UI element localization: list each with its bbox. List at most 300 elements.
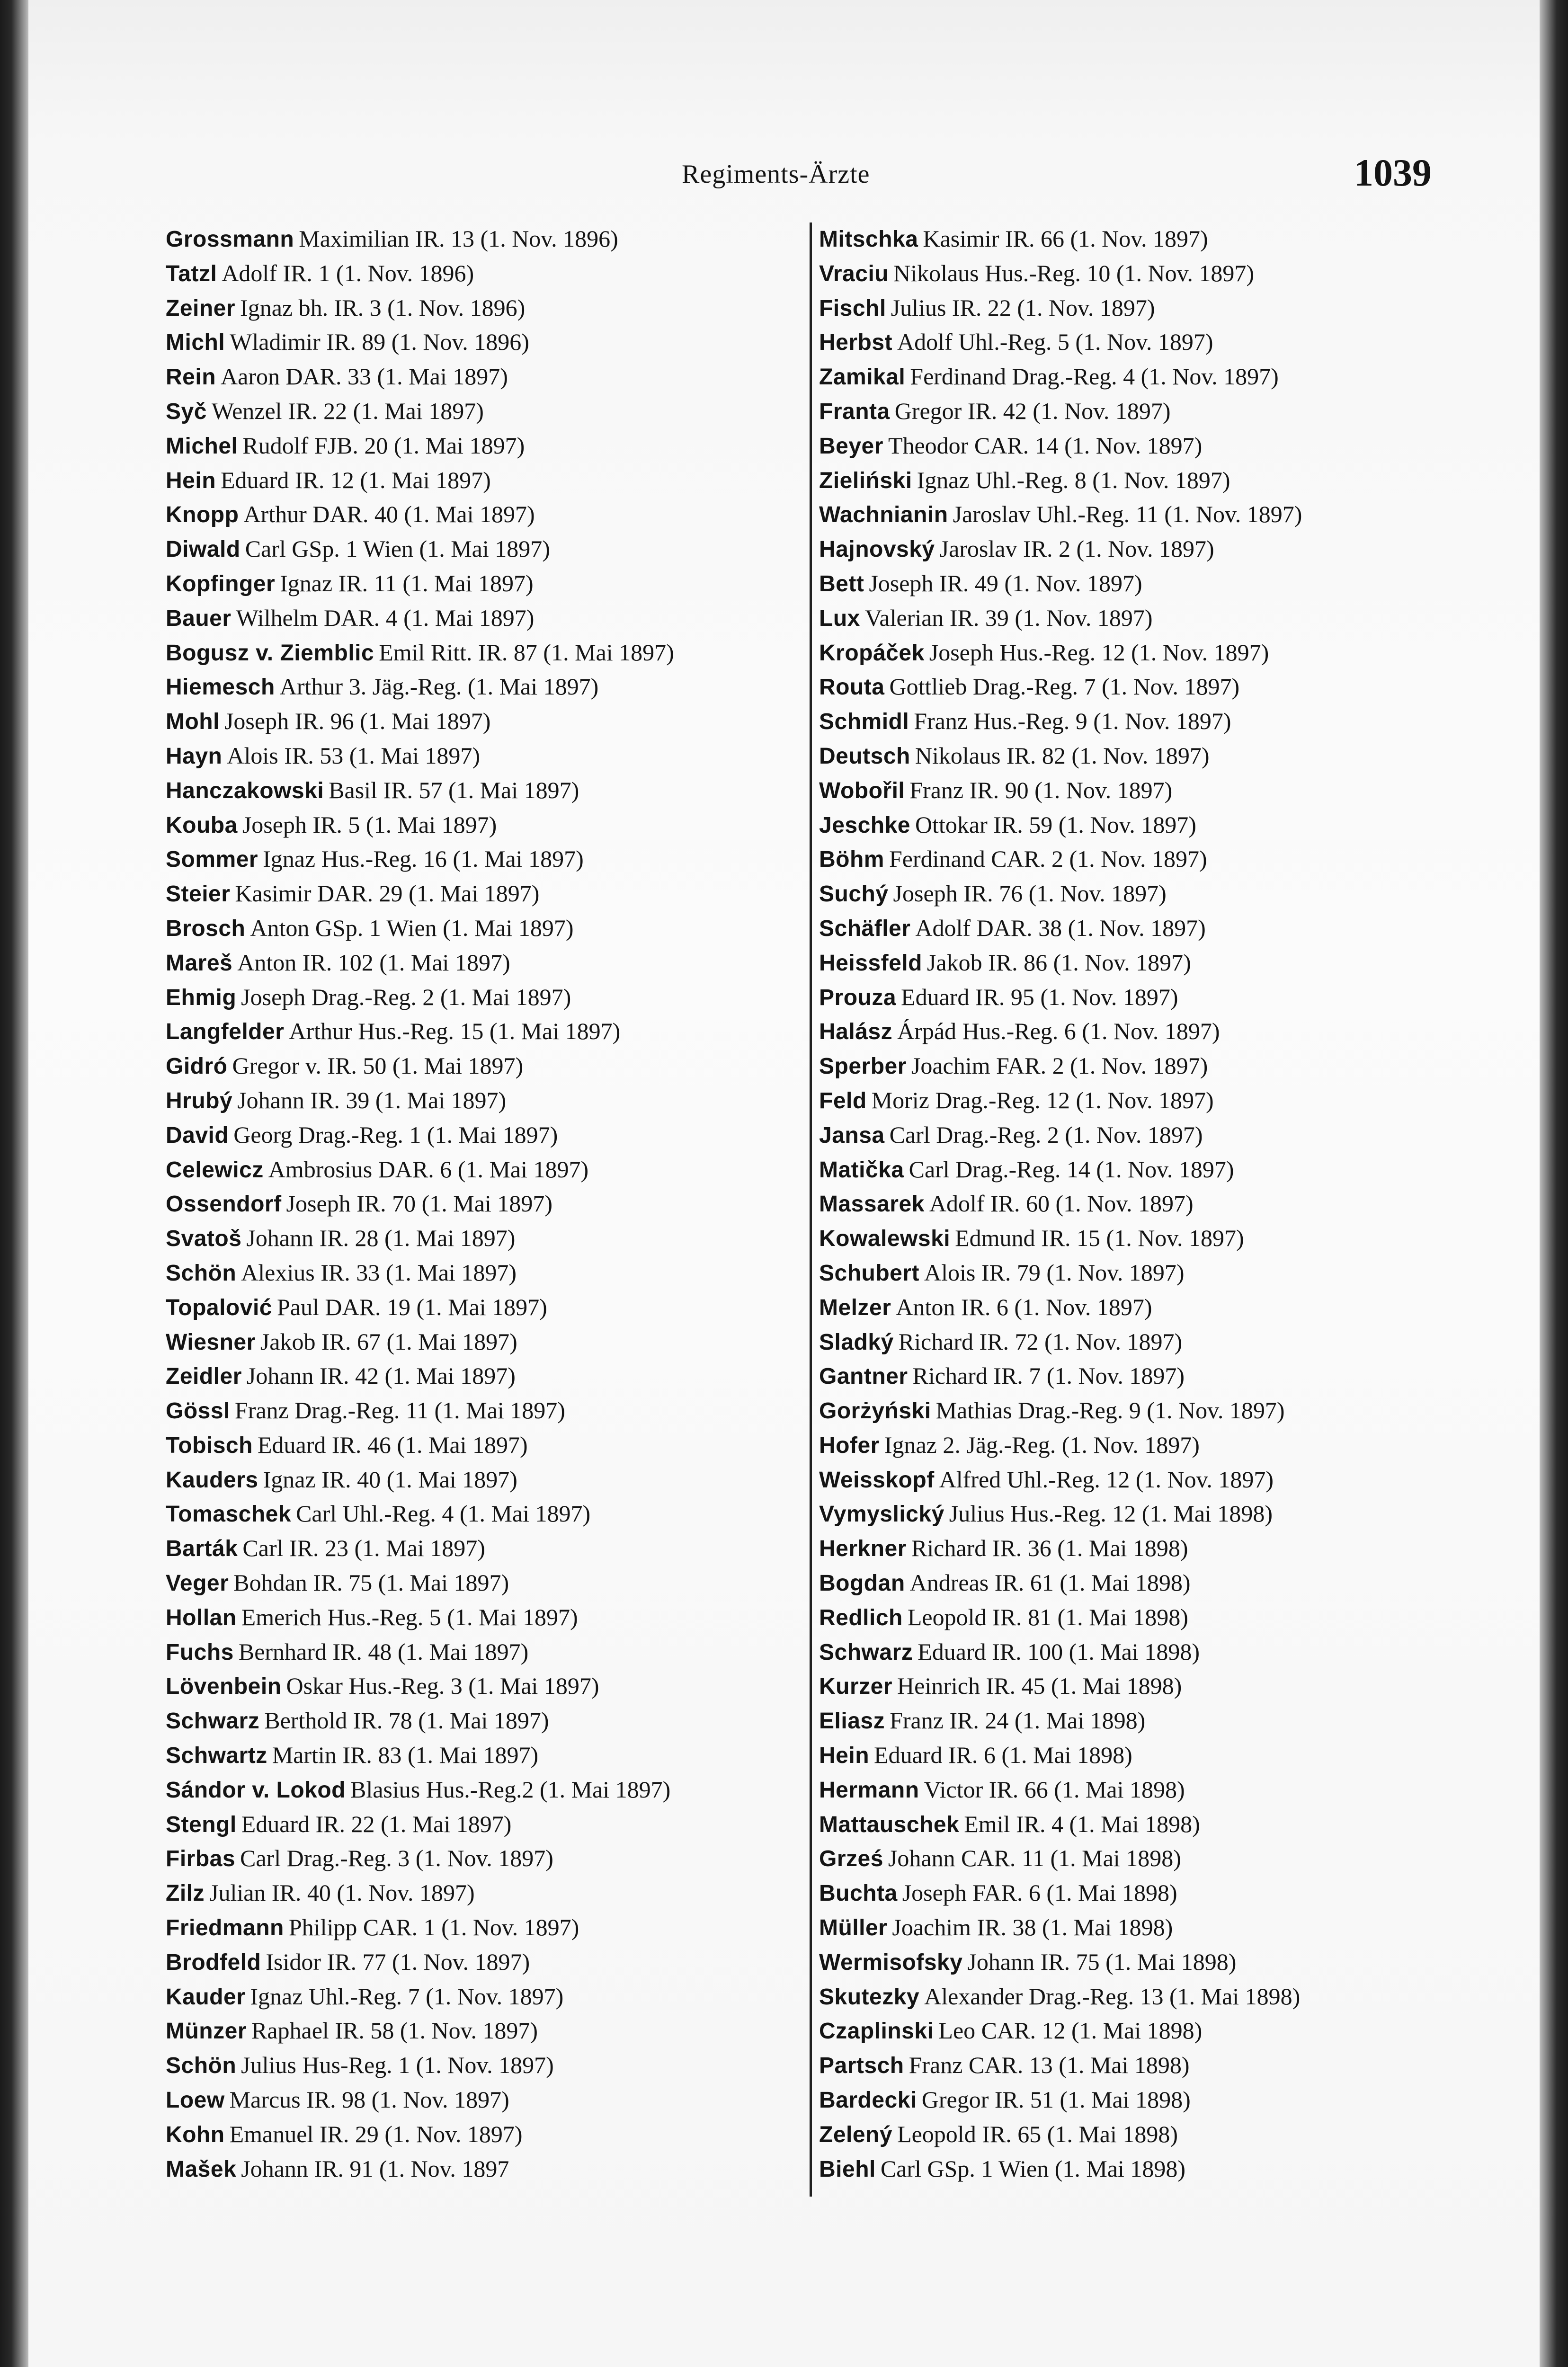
- entry-details: Franz Drag.-Reg. 11 (1. Mai 1897): [234, 1397, 565, 1424]
- entry-surname: Wermisofsky: [819, 1949, 963, 1975]
- entry-surname: Hajnovský: [819, 537, 935, 562]
- list-item: [166, 1290, 674, 1325]
- entry-details: Ferdinand CAR. 2 (1. Nov. 1897): [889, 845, 1207, 872]
- entry-details: Richard IR. 7 (1. Nov. 1897): [912, 1362, 1185, 1389]
- entry-surname: Fischl: [819, 295, 886, 321]
- entry-surname: Steier: [166, 881, 231, 907]
- entry-details: Leo CAR. 12 (1. Mai 1898): [938, 2017, 1203, 2044]
- list-item: [819, 842, 1302, 876]
- entry-surname: Halász: [819, 1019, 893, 1045]
- list-item: [819, 1876, 1302, 1910]
- entry-details: Eduard IR. 22 (1. Mai 1897): [241, 1810, 512, 1837]
- entry-surname: Wobořil: [819, 778, 905, 803]
- entry-details: Nikolaus IR. 82 (1. Nov. 1897): [915, 742, 1210, 769]
- entry-surname: Bauer: [166, 605, 232, 631]
- entry-surname: Mohl: [166, 709, 220, 735]
- entry-surname: Firbas: [166, 1846, 236, 1872]
- list-item: [166, 463, 674, 498]
- entry-surname: Friedmann: [166, 1915, 284, 1941]
- entry-surname: Biehl: [819, 2156, 876, 2182]
- entry-surname: Melzer: [819, 1295, 891, 1320]
- entry-surname: Vymyslický: [819, 1502, 944, 1527]
- list-item: [819, 2048, 1302, 2082]
- right-column: [819, 222, 1302, 2186]
- list-item: [166, 1703, 674, 1738]
- list-item: [166, 222, 674, 256]
- entry-surname: Heissfeld: [819, 950, 922, 976]
- entry-details: Jakob IR. 67 (1. Mai 1897): [260, 1328, 517, 1355]
- list-item: [819, 1462, 1302, 1497]
- entry-surname: Hofer: [819, 1433, 880, 1458]
- list-item: [166, 704, 674, 739]
- list-item: [166, 1566, 674, 1600]
- entry-details: Eduard IR. 46 (1. Mai 1897): [257, 1431, 528, 1458]
- entry-surname: Kouba: [166, 812, 238, 838]
- entry-details: Ottokar IR. 59 (1. Nov. 1897): [915, 811, 1196, 838]
- entry-surname: Matička: [819, 1157, 904, 1183]
- entry-surname: Schubert: [819, 1260, 920, 1286]
- entry-details: Ignaz Uhl.-Reg. 8 (1. Nov. 1897): [917, 466, 1230, 493]
- entry-surname: Routa: [819, 675, 885, 700]
- list-item: [819, 566, 1302, 601]
- list-item: [166, 1772, 674, 1807]
- list-item: [166, 1014, 674, 1049]
- entry-details: Emil IR. 4 (1. Mai 1898): [964, 1810, 1200, 1837]
- entry-surname: Suchý: [819, 881, 889, 907]
- list-item: [166, 2082, 674, 2117]
- entry-details: Johann IR. 39 (1. Mai 1897): [237, 1086, 507, 1113]
- entry-details: Kasimir DAR. 29 (1. Mai 1897): [235, 880, 540, 907]
- list-item: [819, 1600, 1302, 1635]
- entry-details: Georg Drag.-Reg. 1 (1. Mai 1897): [233, 1121, 558, 1148]
- entry-details: Mathias Drag.-Reg. 9 (1. Nov. 1897): [935, 1397, 1285, 1424]
- entry-details: Wladimir IR. 89 (1. Nov. 1896): [230, 329, 529, 356]
- list-item: [166, 1979, 674, 2014]
- entry-details: Martin IR. 83 (1. Mai 1897): [272, 1742, 539, 1769]
- list-item: [819, 428, 1302, 463]
- list-item: [166, 1807, 674, 1842]
- entry-details: Theodor CAR. 14 (1. Nov. 1897): [888, 432, 1203, 459]
- entry-surname: Zieliński: [819, 468, 912, 493]
- list-item: [166, 1945, 674, 1979]
- list-item: [166, 601, 674, 635]
- list-item: [819, 1669, 1302, 1703]
- entry-details: Carl GSp. 1 Wien (1. Mai 1898): [880, 2155, 1186, 2182]
- entry-surname: Bett: [819, 571, 864, 596]
- entry-details: Adolf IR. 60 (1. Nov. 1897): [929, 1190, 1194, 1217]
- entry-details: Alois IR. 79 (1. Nov. 1897): [924, 1259, 1185, 1286]
- left-column: [166, 222, 674, 2186]
- entry-details: Valerian IR. 39 (1. Nov. 1897): [864, 604, 1153, 631]
- list-item: [166, 1669, 674, 1703]
- entry-surname: Tomaschek: [166, 1502, 292, 1527]
- list-item: [166, 566, 674, 601]
- entry-details: Alois IR. 53 (1. Mai 1897): [227, 742, 481, 769]
- entry-surname: Michel: [166, 433, 238, 459]
- list-item: [819, 980, 1302, 1014]
- entry-details: Blasius Hus.-Reg.2 (1. Mai 1897): [350, 1776, 671, 1803]
- entry-details: Joseph IR. 70 (1. Mai 1897): [286, 1190, 552, 1217]
- list-item: [819, 497, 1302, 532]
- entry-surname: Kurzer: [819, 1674, 893, 1700]
- list-item: [819, 1635, 1302, 1669]
- entry-surname: Hein: [819, 1743, 870, 1769]
- entry-details: Emanuel IR. 29 (1. Nov. 1897): [229, 2120, 523, 2147]
- list-item: [819, 1496, 1302, 1531]
- list-item: [819, 1014, 1302, 1049]
- list-item: [819, 532, 1302, 566]
- entry-surname: Vraciu: [819, 261, 889, 286]
- entry-details: Moriz Drag.-Reg. 12 (1. Nov. 1897): [871, 1086, 1214, 1113]
- entry-surname: Schwartz: [166, 1743, 267, 1769]
- list-item: [166, 773, 674, 808]
- entry-surname: Hanczakowski: [166, 778, 324, 803]
- entry-surname: Hayn: [166, 743, 223, 769]
- entry-surname: Zeidler: [166, 1364, 242, 1389]
- entry-details: Marcus IR. 98 (1. Nov. 1897): [229, 2086, 509, 2113]
- entry-surname: Herkner: [819, 1536, 907, 1562]
- list-item: [819, 1738, 1302, 1772]
- entry-surname: Tatzl: [166, 261, 217, 286]
- entry-surname: Topalović: [166, 1295, 272, 1320]
- entry-surname: Langfelder: [166, 1019, 285, 1045]
- list-item: [166, 945, 674, 980]
- entry-surname: Schäfler: [819, 916, 911, 941]
- entry-details: Andreas IR. 61 (1. Mai 1898): [909, 1569, 1191, 1596]
- list-item: [166, 394, 674, 428]
- list-item: [166, 359, 674, 394]
- list-item: [819, 394, 1302, 428]
- entry-surname: Gorżyński: [819, 1398, 931, 1424]
- list-item: [166, 1738, 674, 1772]
- entry-surname: Brodfeld: [166, 1949, 261, 1975]
- list-item: [166, 635, 674, 670]
- entry-surname: Kohn: [166, 2122, 225, 2147]
- list-item: [819, 1255, 1302, 1290]
- list-item: [166, 1600, 674, 1635]
- entry-details: Maximilian IR. 13 (1. Nov. 1896): [299, 225, 618, 252]
- list-item: [819, 2082, 1302, 2117]
- entry-details: Leopold IR. 65 (1. Mai 1898): [897, 2120, 1178, 2147]
- list-item: [166, 1359, 674, 1393]
- list-item: [819, 222, 1302, 256]
- entry-details: Anton IR. 102 (1. Mai 1897): [237, 949, 510, 976]
- entry-details: Eduard IR. 100 (1. Mai 1898): [918, 1638, 1200, 1665]
- entry-surname: Franta: [819, 399, 890, 424]
- entry-details: Julius IR. 22 (1. Nov. 1897): [891, 294, 1155, 321]
- entry-details: Kasimir IR. 66 (1. Nov. 1897): [923, 225, 1208, 252]
- entry-surname: Gantner: [819, 1364, 908, 1389]
- entry-surname: Wachnianin: [819, 502, 948, 528]
- entry-details: Eduard IR. 95 (1. Nov. 1897): [901, 983, 1178, 1010]
- entry-surname: Deutsch: [819, 743, 910, 769]
- list-item: [819, 1703, 1302, 1738]
- entry-details: Johann IR. 42 (1. Mai 1897): [246, 1362, 516, 1389]
- entry-surname: Prouza: [819, 985, 897, 1010]
- entry-surname: Bogdan: [819, 1571, 905, 1596]
- list-item: [819, 1221, 1302, 1255]
- entry-details: Ignaz 2. Jäg.-Reg. (1. Nov. 1897): [884, 1431, 1200, 1458]
- entry-details: Aaron DAR. 33 (1. Mai 1897): [221, 363, 508, 390]
- entry-details: Wilhelm DAR. 4 (1. Mai 1897): [236, 604, 535, 631]
- entry-surname: Czaplinski: [819, 2019, 934, 2044]
- entry-surname: Kauders: [166, 1467, 258, 1493]
- list-item: [166, 2117, 674, 2152]
- entry-surname: Schön: [166, 1260, 237, 1286]
- entry-details: Adolf IR. 1 (1. Nov. 1896): [222, 259, 474, 286]
- entry-details: Alexander Drag.-Reg. 13 (1. Mai 1898): [924, 1983, 1301, 2010]
- entry-surname: Grossmann: [166, 227, 294, 252]
- entry-surname: Redlich: [819, 1605, 903, 1630]
- entry-details: Carl IR. 23 (1. Mai 1897): [242, 1535, 485, 1562]
- entry-details: Richard IR. 72 (1. Nov. 1897): [898, 1328, 1183, 1355]
- entry-surname: Hollan: [166, 1605, 237, 1630]
- list-item: [166, 739, 674, 773]
- list-item: [166, 2152, 674, 2186]
- entry-details: Joseph IR. 5 (1. Mai 1897): [242, 811, 497, 838]
- list-item: [166, 1841, 674, 1876]
- list-item: [166, 497, 674, 532]
- list-item: [819, 1807, 1302, 1842]
- entry-surname: Bardecki: [819, 2088, 917, 2113]
- entry-details: Joseph Hus.-Reg. 12 (1. Nov. 1897): [929, 639, 1269, 666]
- entry-details: Bohdan IR. 75 (1. Mai 1897): [233, 1569, 509, 1596]
- entry-details: Carl Drag.-Reg. 14 (1. Nov. 1897): [909, 1156, 1234, 1183]
- list-item: [166, 1531, 674, 1566]
- entry-details: Johann IR. 28 (1. Mai 1897): [246, 1225, 516, 1252]
- entry-details: Joachim IR. 38 (1. Mai 1898): [892, 1914, 1173, 1941]
- entry-details: Bernhard IR. 48 (1. Mai 1897): [238, 1638, 529, 1665]
- entry-surname: Feld: [819, 1088, 867, 1113]
- entry-details: Arthur Hus.-Reg. 15 (1. Mai 1897): [289, 1018, 621, 1045]
- entry-details: Ignaz IR. 40 (1. Mai 1897): [263, 1466, 517, 1493]
- entry-details: Gregor IR. 51 (1. Mai 1898): [921, 2086, 1191, 2113]
- entry-surname: Fuchs: [166, 1639, 234, 1665]
- entry-details: Jaroslav IR. 2 (1. Nov. 1897): [939, 535, 1214, 562]
- entry-surname: Schön: [166, 2053, 237, 2079]
- entry-surname: Hiemesch: [166, 675, 275, 700]
- entry-details: Heinrich IR. 45 (1. Mai 1898): [897, 1673, 1182, 1700]
- entry-details: Berthold IR. 78 (1. Mai 1897): [264, 1707, 549, 1734]
- list-item: [819, 1945, 1302, 1979]
- entry-details: Johann IR. 75 (1. Mai 1898): [967, 1948, 1237, 1975]
- entry-surname: Wiesner: [166, 1329, 256, 1355]
- list-item: [166, 808, 674, 842]
- list-item: [819, 325, 1302, 359]
- list-item: [166, 532, 674, 566]
- entry-surname: Stengl: [166, 1812, 237, 1837]
- list-item: [166, 1393, 674, 1428]
- entry-details: Rudolf FJB. 20 (1. Mai 1897): [242, 432, 525, 459]
- entry-details: Joseph IR. 96 (1. Mai 1897): [224, 708, 491, 735]
- entry-surname: Mitschka: [819, 227, 918, 252]
- list-item: [819, 2013, 1302, 2048]
- list-item: [819, 291, 1302, 325]
- entry-surname: Schmidl: [819, 709, 909, 735]
- entry-details: Victor IR. 66 (1. Mai 1898): [924, 1776, 1185, 1803]
- entry-surname: Mašek: [166, 2156, 237, 2182]
- list-item: [166, 1221, 674, 1255]
- list-item: [166, 1083, 674, 1118]
- entry-surname: Veger: [166, 1571, 229, 1596]
- entry-surname: Partsch: [819, 2053, 904, 2079]
- list-item: [166, 1428, 674, 1462]
- list-item: [819, 945, 1302, 980]
- list-item: [166, 911, 674, 945]
- entry-surname: Kopfinger: [166, 571, 276, 596]
- list-item: [166, 1325, 674, 1359]
- entry-surname: David: [166, 1122, 229, 1148]
- entry-surname: Ehmig: [166, 985, 237, 1010]
- entry-surname: Gidró: [166, 1054, 228, 1079]
- list-item: [166, 291, 674, 325]
- list-item: [819, 808, 1302, 842]
- entry-surname: Massarek: [819, 1192, 925, 1217]
- entry-surname: Mareš: [166, 950, 233, 976]
- entry-details: Leopold IR. 81 (1. Mai 1898): [907, 1603, 1188, 1630]
- entry-details: Joseph IR. 76 (1. Nov. 1897): [893, 880, 1167, 907]
- list-item: [819, 1428, 1302, 1462]
- entry-details: Ignaz Uhl.-Reg. 7 (1. Nov. 1897): [250, 1983, 564, 2010]
- list-item: [819, 1049, 1302, 1083]
- entry-surname: Ossendorf: [166, 1192, 282, 1217]
- list-item: [166, 2048, 674, 2082]
- entry-surname: Beyer: [819, 433, 883, 459]
- entry-surname: Skutezky: [819, 1984, 920, 2010]
- entry-details: Alfred Uhl.-Reg. 12 (1. Nov. 1897): [939, 1466, 1274, 1493]
- entry-details: Carl Uhl.-Reg. 4 (1. Mai 1897): [296, 1500, 591, 1527]
- list-item: [819, 601, 1302, 635]
- entry-details: Carl Drag.-Reg. 3 (1. Nov. 1897): [240, 1845, 553, 1872]
- entry-details: Ignaz bh. IR. 3 (1. Nov. 1896): [240, 294, 526, 321]
- entry-details: Gottlieb Drag.-Reg. 7 (1. Nov. 1897): [889, 673, 1240, 700]
- entry-details: Adolf Uhl.-Reg. 5 (1. Nov. 1897): [897, 329, 1213, 356]
- entry-surname: Zamikal: [819, 365, 906, 390]
- entry-surname: Kauder: [166, 1984, 246, 2010]
- list-item: [166, 1255, 674, 1290]
- scan-border-right: [1540, 0, 1568, 2367]
- list-item: [819, 1290, 1302, 1325]
- entry-surname: Mattauschek: [819, 1812, 960, 1837]
- entry-details: Carl GSp. 1 Wien (1. Mai 1897): [245, 535, 550, 562]
- entry-surname: Zeiner: [166, 295, 236, 321]
- entry-surname: Hein: [166, 468, 216, 493]
- entry-surname: Syč: [166, 399, 207, 424]
- entry-surname: Buchta: [819, 1881, 898, 1906]
- list-item: [819, 1083, 1302, 1118]
- entry-surname: Lux: [819, 605, 860, 631]
- list-item: [819, 1359, 1302, 1393]
- entry-surname: Celewicz: [166, 1157, 264, 1183]
- entry-surname: Zilz: [166, 1881, 205, 1906]
- entry-details: Adolf DAR. 38 (1. Nov. 1897): [915, 914, 1206, 941]
- entry-surname: Hrubý: [166, 1088, 233, 1113]
- list-item: [166, 980, 674, 1014]
- list-item: [819, 669, 1302, 704]
- list-item: [819, 1566, 1302, 1600]
- entry-details: Basil IR. 57 (1. Mai 1897): [329, 776, 579, 803]
- entry-surname: Müller: [819, 1915, 888, 1941]
- list-item: [819, 704, 1302, 739]
- entry-details: Joachim FAR. 2 (1. Nov. 1897): [911, 1052, 1208, 1079]
- entry-surname: Hermann: [819, 1777, 919, 1803]
- book-page: [28, 0, 1540, 2367]
- entry-details: Eduard IR. 6 (1. Mai 1898): [874, 1742, 1132, 1769]
- entry-details: Wenzel IR. 22 (1. Mai 1897): [211, 397, 484, 424]
- list-item: [819, 1979, 1302, 2014]
- entry-details: Jaroslav Uhl.-Reg. 11 (1. Nov. 1897): [953, 501, 1302, 528]
- list-item: [166, 1496, 674, 1531]
- list-item: [166, 1635, 674, 1669]
- entry-surname: Zelený: [819, 2122, 893, 2147]
- entry-surname: Brosch: [166, 916, 246, 941]
- entry-surname: Herbst: [819, 330, 893, 356]
- entry-surname: Rein: [166, 365, 216, 390]
- entry-surname: Kropáček: [819, 640, 925, 666]
- list-item: [166, 1462, 674, 1497]
- list-item: [166, 1152, 674, 1187]
- entry-details: Franz Hus.-Reg. 9 (1. Nov. 1897): [914, 708, 1231, 735]
- entry-details: Arthur DAR. 40 (1. Mai 1897): [243, 501, 535, 528]
- list-item: [819, 773, 1302, 808]
- list-item: [819, 1772, 1302, 1807]
- entry-details: Árpád Hus.-Reg. 6 (1. Nov. 1897): [897, 1018, 1220, 1045]
- entry-surname: Schwarz: [819, 1639, 913, 1665]
- entry-details: Richard IR. 36 (1. Mai 1898): [911, 1535, 1188, 1562]
- list-item: [819, 2152, 1302, 2186]
- column-divider: [810, 222, 812, 2197]
- entry-surname: Bogusz v. Ziemblic: [166, 640, 374, 666]
- entry-details: Julian IR. 40 (1. Nov. 1897): [209, 1879, 475, 1906]
- entry-details: Joseph IR. 49 (1. Nov. 1897): [869, 570, 1142, 596]
- list-item: [166, 669, 674, 704]
- entry-details: Joseph FAR. 6 (1. Mai 1898): [902, 1879, 1177, 1906]
- list-item: [166, 1876, 674, 1910]
- entry-surname: Tobisch: [166, 1433, 253, 1458]
- list-item: [819, 1531, 1302, 1566]
- entry-surname: Lövenbein: [166, 1674, 282, 1700]
- list-item: [819, 256, 1302, 291]
- entry-surname: Jeschke: [819, 812, 910, 838]
- entry-surname: Sperber: [819, 1054, 907, 1079]
- entry-details: Ambrosius DAR. 6 (1. Mai 1897): [268, 1156, 589, 1183]
- list-item: [819, 911, 1302, 945]
- list-item: [166, 256, 674, 291]
- list-item: [166, 1118, 674, 1152]
- entry-surname: Böhm: [819, 847, 884, 872]
- entry-details: Johann CAR. 11 (1. Mai 1898): [888, 1845, 1181, 1872]
- list-item: [819, 1910, 1302, 1945]
- entry-details: Julius Hus-Reg. 1 (1. Nov. 1897): [241, 2052, 554, 2079]
- list-item: [819, 1393, 1302, 1428]
- list-item: [819, 1325, 1302, 1359]
- list-item: [819, 1841, 1302, 1876]
- entry-details: Oskar Hus.-Reg. 3 (1. Mai 1897): [286, 1673, 599, 1700]
- entry-surname: Michl: [166, 330, 225, 356]
- list-item: [819, 1152, 1302, 1187]
- entry-surname: Svatoš: [166, 1226, 242, 1252]
- list-item: [166, 1910, 674, 1945]
- entry-details: Edmund IR. 15 (1. Nov. 1897): [955, 1225, 1244, 1252]
- entry-details: Julius Hus.-Reg. 12 (1. Mai 1898): [949, 1500, 1273, 1527]
- entry-details: Ferdinand Drag.-Reg. 4 (1. Nov. 1897): [910, 363, 1279, 390]
- list-item: [819, 876, 1302, 911]
- entry-surname: Sladký: [819, 1329, 894, 1355]
- entry-surname: Schwarz: [166, 1709, 260, 1734]
- entry-details: Emil Ritt. IR. 87 (1. Mai 1897): [379, 639, 674, 666]
- list-item: [819, 739, 1302, 773]
- list-item: [166, 842, 674, 876]
